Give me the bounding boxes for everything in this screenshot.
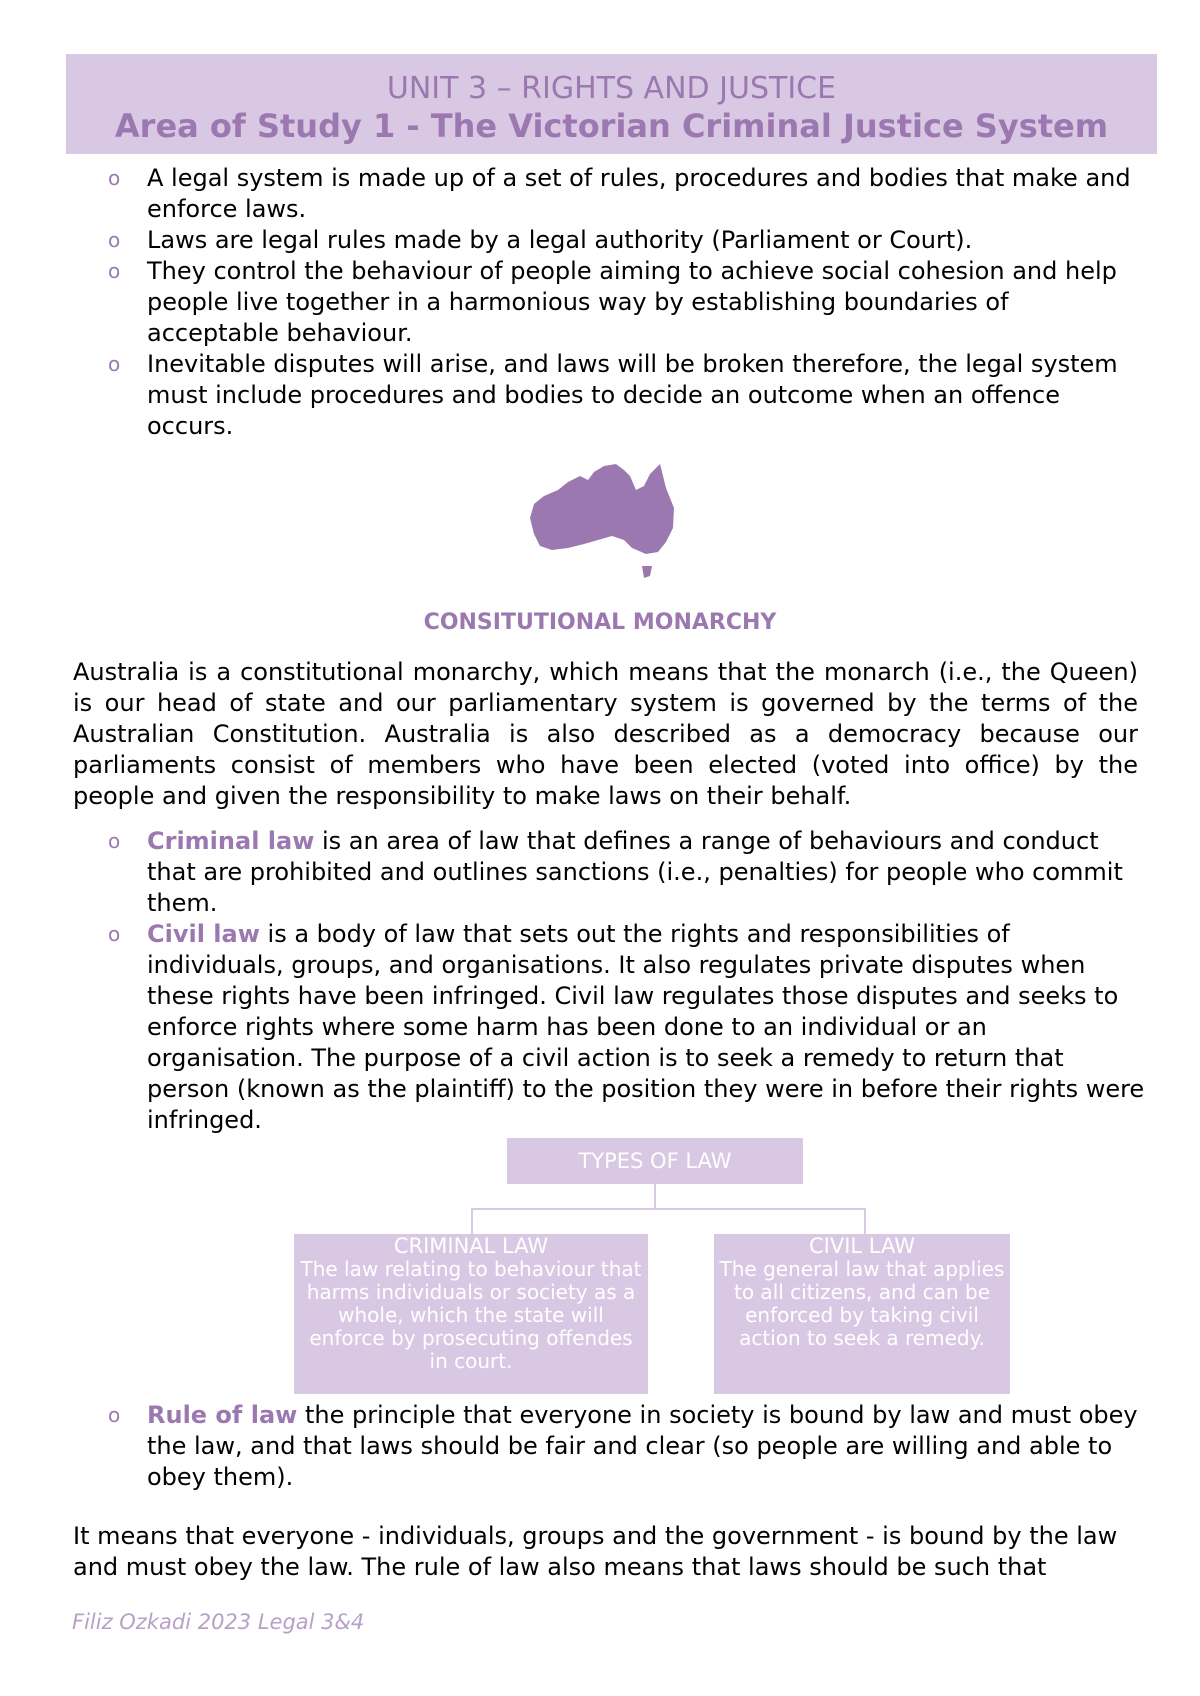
bullet-marker: o <box>108 1403 121 1427</box>
criminal-law-box: CRIMINAL LAW The law relating to behaviour that harms individuals or society as a whole, which the state will enforce by prosecuting offendes in court. <box>294 1234 648 1394</box>
bullet-marker: o <box>108 228 121 252</box>
monarchy-paragraph: Australia is a constitutional monarchy, which means that the monarch (i.e., the Queen) is our head of state and our parliamentary system is governed by the terms of the Australian Constitution. Australia is also described as a democracy because our parliaments consist of members who have been elected (voted into office) by the people and given the responsibility to make laws on their behalf. <box>73 658 1138 810</box>
closing-paragraph: It means that everyone - individuals, groups and the government - is bound by the law and must obey the law. The rule of law also means that laws should be such that <box>73 1522 1118 1581</box>
bullet-marker: o <box>108 829 121 853</box>
list-item: o Rule of law the principle that everyone in society is bound by law and must obey the law, and that laws should be fair and clear (so people are willing and able to obey them). <box>108 1401 1138 1491</box>
connector-left <box>471 1208 473 1234</box>
rule-of-law-term: Rule of law <box>147 1401 298 1429</box>
bullet-marker: o <box>108 922 121 946</box>
bullet-marker: o <box>108 259 121 283</box>
connector-vertical <box>654 1184 656 1210</box>
list-item: o Civil law is a body of law that sets out the rights and responsibilities of individuals, groups, and organisations. It also regulates private disputes when these rights have been infringed. Civil law regulates those disputes and seeks to enforce rights where some harm has been done to an individual or an organisation. The purpose of a civil action is to seek a remedy to return that person (known as the plaintiff) to the position they were in before their rights were infringed. <box>108 920 1145 1134</box>
criminal-law-term: Criminal law <box>147 827 315 855</box>
australia-map-icon <box>528 460 676 590</box>
connector-horizontal <box>471 1208 866 1210</box>
list-item: o Inevitable disputes will arise, and laws will be broken therefore, the legal system must include procedures and bodies to decide an outcome when an offence occurs. <box>108 350 1118 440</box>
footer-credit: Filiz Ozkadi 2023 Legal 3&4 <box>72 1610 365 1634</box>
bullet-marker: o <box>108 166 121 190</box>
area-of-study-title: Area of Study 1 - The Victorian Criminal Justice System <box>114 107 1109 145</box>
law-bullet-list <box>108 826 1148 1136</box>
civil-law-term: Civil law <box>147 920 260 948</box>
list-item: o A legal system is made up of a set of rules, procedures and bodies that make and enforce laws. <box>108 164 1131 223</box>
civil-law-box: CIVIL LAW The general law that applies to all citizens, and can be enforced by taking civil action to seek a remedy. <box>714 1234 1010 1394</box>
types-of-law-diagram <box>290 1138 1030 1398</box>
types-of-law-box: TYPES OF LAW <box>507 1138 803 1184</box>
list-item: o They control the behaviour of people aiming to achieve social cohesion and help people live together in a harmonious way by establishing boundaries of acceptable behaviour. <box>108 257 1117 347</box>
unit-title: UNIT 3 – RIGHTS AND JUSTICE <box>386 71 837 106</box>
bullet-marker: o <box>108 352 121 376</box>
rule-of-law-bullet-list <box>108 1400 1148 1493</box>
list-item: o Laws are legal rules made by a legal authority (Parliament or Court). <box>108 226 973 254</box>
list-item: o Criminal law is an area of law that defines a range of behaviours and conduct that are prohibited and outlines sanctions (i.e., penalties) for people who commit them. <box>108 827 1123 917</box>
section-title: CONSITUTIONAL MONARCHY <box>423 610 777 635</box>
connector-right <box>864 1208 866 1234</box>
page-header <box>66 54 1157 154</box>
intro-bullet-list <box>108 163 1148 442</box>
